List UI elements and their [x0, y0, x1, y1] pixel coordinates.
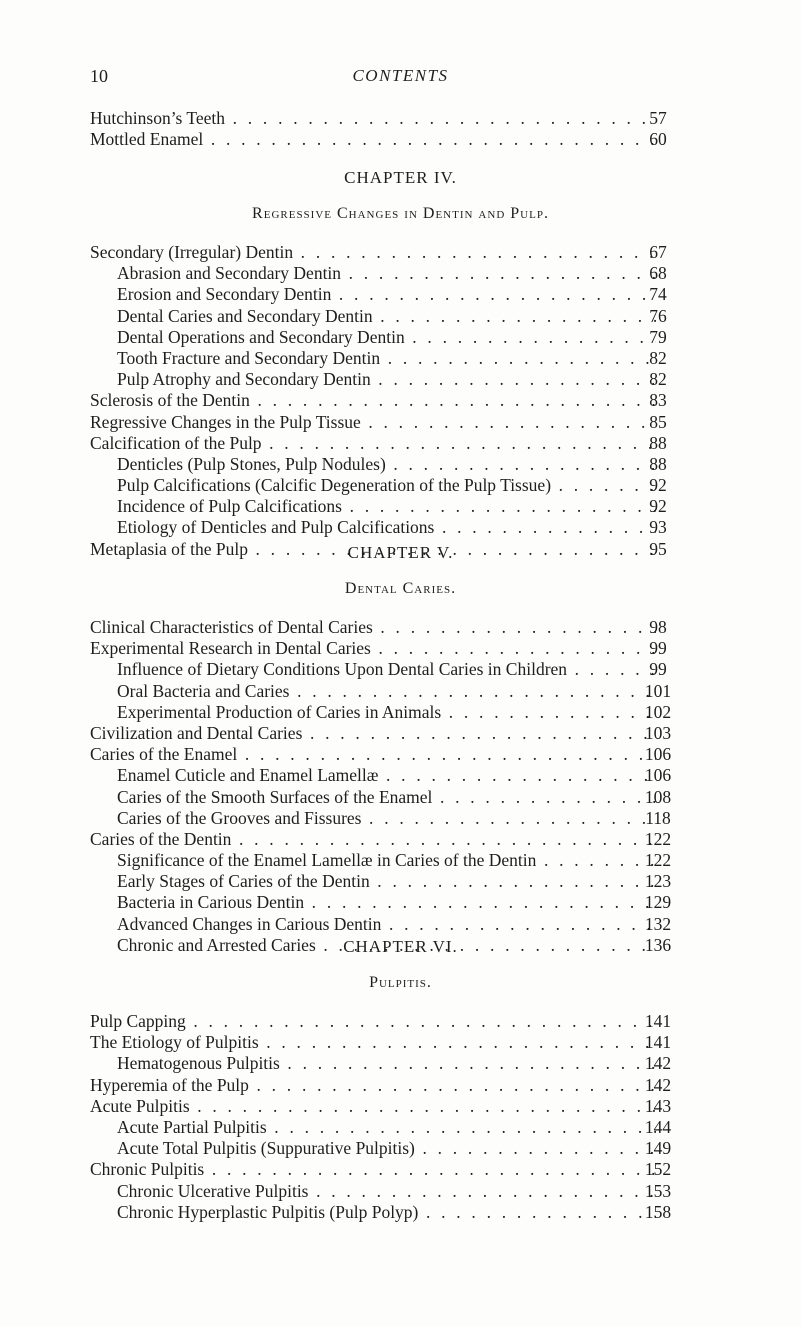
toc-entry-sclerosis-of-the-dentin	[0, 390, 801, 411]
toc-entry-title: Caries of the Smooth Surfaces of the Enamel . . .	[117, 787, 656, 808]
toc-entry-page: 149	[644, 1138, 672, 1159]
toc-entry-chronic-hyperplastic-pulpitis-pulp-polyp	[0, 1202, 801, 1223]
toc-entry-title: Metaplasia of the Pulp . . .	[90, 539, 656, 560]
toc-entry-page: 82	[649, 369, 667, 390]
toc-entry-page: 98	[649, 617, 667, 637]
toc-entry-acute-partial-pulpitis	[0, 1117, 801, 1138]
toc-entry-page: 93	[649, 517, 667, 538]
toc-entry-page: 153	[644, 1180, 672, 1201]
toc-entry-title: Chronic Hyperplastic Pulpitis (Pulp Polyp) . . .	[117, 1202, 656, 1223]
toc-entry-caries-of-the-grooves-and-fissures	[0, 808, 801, 829]
toc-entry-oral-bacteria-and-caries	[0, 681, 801, 702]
toc-entry-title: Experimental Research in Dental Caries . . .	[90, 638, 656, 659]
toc-entry-title: Bacteria in Carious Dentin . . .	[117, 892, 656, 913]
toc-entry-title: Erosion and Secondary Dentin . . .	[117, 284, 656, 305]
toc-entry-experimental-research-in-dental-caries	[0, 638, 801, 659]
toc-entry	[0, 108, 801, 129]
toc-entry-title: Sclerosis of the Dentin . . .	[90, 390, 656, 411]
chapter-heading: CHAPTER V.	[347, 543, 454, 562]
toc-entry-title: Influence of Dietary Conditions Upon Dental Caries in Children . . .	[117, 659, 656, 680]
toc-entry-page: 142	[644, 1074, 672, 1095]
toc-entry-page: 95	[649, 538, 667, 559]
chapter-heading: CHAPTER VI.	[343, 937, 458, 956]
toc-entry-page: 129	[644, 892, 672, 913]
toc-entry-pulp-capping	[0, 1011, 801, 1032]
toc-entry-page: 74	[649, 284, 667, 305]
toc-list	[0, 1011, 801, 1223]
toc-entry-page: 102	[644, 701, 672, 722]
toc-entry	[0, 129, 801, 150]
toc-entry-bacteria-in-carious-dentin	[0, 892, 801, 913]
toc-entry-calcification-of-the-pulp	[0, 433, 801, 454]
toc-entry-title: Abrasion and Secondary Dentin . . .	[117, 263, 656, 284]
toc-entry-title: Acute Total Pulpitis (Suppurative Pulpitis) . . .	[117, 1138, 656, 1159]
toc-entry-title: Mottled Enamel . . .	[90, 129, 656, 150]
toc-entry-page: 101	[644, 680, 672, 701]
toc-entry-tooth-fracture-and-secondary-dentin	[0, 348, 801, 369]
chapter-heading: CHAPTER IV.	[344, 168, 457, 187]
toc-entry-title: Acute Pulpitis . . .	[90, 1096, 656, 1117]
toc-entry-title: Pulp Capping . . .	[90, 1011, 656, 1032]
chapter-subtitle: Dental Caries.	[344, 580, 457, 597]
toc-entry-page: 99	[649, 638, 667, 659]
toc-entry-caries-of-the-dentin	[0, 829, 801, 850]
toc-entry-page: 88	[649, 453, 667, 474]
toc-entry-page: 99	[649, 659, 667, 680]
toc-entry-title: Civilization and Dental Caries . . .	[90, 723, 656, 744]
toc-entry-page: 79	[649, 326, 667, 347]
toc-entry-denticles-pulp-stones-pulp-nodules	[0, 454, 801, 475]
toc-entry-title: Caries of the Enamel . . .	[90, 744, 656, 765]
toc-entry-the-etiology-of-pulpitis	[0, 1032, 801, 1053]
toc-entry-page: 83	[649, 390, 667, 411]
toc-entry-title: Advanced Changes in Carious Dentin . . .	[117, 914, 656, 935]
toc-entry-title: Chronic Pulpitis . . .	[90, 1159, 656, 1180]
toc-entry-page: 92	[649, 496, 667, 517]
toc-entry-title: Dental Operations and Secondary Dentin . . .	[117, 327, 656, 348]
toc-entry-title: Incidence of Pulp Calcifications . . .	[117, 496, 656, 517]
toc-entry-page: 122	[644, 850, 672, 871]
toc-entry-significance-of-the-enamel-lamell-in-caries-of-the-dentin	[0, 850, 801, 871]
toc-entry-regressive-changes-in-the-pulp-tissue	[0, 412, 801, 433]
toc-entry-page: 108	[644, 786, 672, 807]
toc-entry-page: 82	[649, 347, 667, 368]
toc-entry-title: Caries of the Dentin . . .	[90, 829, 656, 850]
toc-entry-page: 144	[644, 1116, 672, 1137]
chapter-subtitle: Regressive Changes in Dentin and Pulp.	[252, 205, 549, 222]
toc-entry-title: Hyperemia of the Pulp . . .	[90, 1075, 656, 1096]
continued-entries	[0, 108, 801, 150]
toc-entry-title: The Etiology of Pulpitis . . .	[90, 1032, 656, 1053]
toc-entry-page: 67	[649, 242, 667, 262]
chapter-subtitle: Pulpitis.	[369, 974, 432, 991]
toc-entry-title: Clinical Characteristics of Dental Caries . . .	[90, 617, 656, 638]
chapter-v-section	[0, 538, 801, 956]
toc-entry-incidence-of-pulp-calcifications	[0, 496, 801, 517]
toc-entry-title: Calcification of the Pulp . . .	[90, 433, 656, 454]
toc-entry-title: Experimental Production of Caries in Animals . . .	[117, 702, 656, 723]
toc-entry-pulp-calcifications-calcific-degeneration-of-the-pulp-tissue	[0, 475, 801, 496]
toc-entry-page: 132	[644, 913, 672, 934]
toc-entry-hematogenous-pulpitis	[0, 1053, 801, 1074]
toc-entry-title: Denticles (Pulp Stones, Pulp Nodules) . . .	[117, 454, 656, 475]
toc-entry-page: 76	[649, 305, 667, 326]
toc-entry-page: 141	[644, 1011, 672, 1031]
toc-entry-title: Enamel Cuticle and Enamel Lamellæ . . .	[117, 765, 656, 786]
toc-entry-title: Pulp Calcifications (Calcific Degeneration of the Pulp Tissue) . . .	[117, 475, 656, 496]
toc-entry-page: 103	[644, 722, 672, 743]
toc-entry-page: 143	[644, 1095, 672, 1116]
toc-entry-chronic-ulcerative-pulpitis	[0, 1181, 801, 1202]
toc-entry-chronic-pulpitis	[0, 1159, 801, 1180]
toc-entry-page: 106	[644, 744, 672, 765]
toc-entry-erosion-and-secondary-dentin	[0, 284, 801, 305]
toc-entry-title: Hutchinson’s Teeth . . .	[90, 108, 656, 129]
toc-entry-title: Caries of the Grooves and Fissures . . .	[117, 808, 656, 829]
toc-entry-dental-operations-and-secondary-dentin	[0, 327, 801, 348]
toc-entry-page: 136	[644, 934, 672, 955]
toc-list	[0, 617, 801, 956]
toc-entry-caries-of-the-enamel	[0, 744, 801, 765]
toc-entry-abrasion-and-secondary-dentin	[0, 263, 801, 284]
toc-entry-page: 85	[649, 411, 667, 432]
toc-entry-title: Chronic Ulcerative Pulpitis . . .	[117, 1181, 656, 1202]
toc-entry-page: 106	[644, 765, 672, 786]
toc-list	[0, 242, 801, 560]
toc-entry-dental-caries-and-secondary-dentin	[0, 306, 801, 327]
toc-entry-title: Secondary (Irregular) Dentin . . .	[90, 242, 656, 263]
toc-entry-page: 60	[649, 129, 667, 150]
toc-entry-title: Acute Partial Pulpitis . . .	[117, 1117, 656, 1138]
toc-entry-title: Oral Bacteria and Caries . . .	[117, 681, 656, 702]
toc-entry-page: 152	[644, 1159, 672, 1180]
toc-entry-caries-of-the-smooth-surfaces-of-the-enamel	[0, 787, 801, 808]
toc-entry-title: Etiology of Denticles and Pulp Calcifications . . .	[117, 517, 656, 538]
toc-entry-title: Regressive Changes in the Pulp Tissue . . .	[90, 412, 656, 433]
chapter-vi-section	[0, 935, 801, 1223]
toc-entry-page: 141	[644, 1032, 672, 1053]
toc-entry-pulp-atrophy-and-secondary-dentin	[0, 369, 801, 390]
page-header	[0, 66, 801, 90]
toc-entry-acute-pulpitis	[0, 1096, 801, 1117]
toc-entry-etiology-of-denticles-and-pulp-calcifications	[0, 517, 801, 538]
toc-entry-title: Pulp Atrophy and Secondary Dentin . . .	[117, 369, 656, 390]
toc-entry-secondary-irregular-dentin	[0, 242, 801, 263]
toc-entry-title: Early Stages of Caries of the Dentin . . .	[117, 871, 656, 892]
toc-entry-title: Significance of the Enamel Lamellæ in Caries of the Dentin . . .	[117, 850, 656, 871]
toc-entry-page: 142	[644, 1053, 672, 1074]
running-title: CONTENTS	[352, 66, 449, 85]
toc-entry-civilization-and-dental-caries	[0, 723, 801, 744]
toc-entry-enamel-cuticle-and-enamel-lamell	[0, 765, 801, 786]
toc-entry-advanced-changes-in-carious-dentin	[0, 914, 801, 935]
toc-entry-page: 68	[649, 263, 667, 284]
toc-entry-title: Tooth Fracture and Secondary Dentin . . .	[117, 348, 656, 369]
toc-entry-early-stages-of-caries-of-the-dentin	[0, 871, 801, 892]
toc-entry-page: 122	[644, 828, 672, 849]
toc-entry-influence-of-dietary-conditions-upon-dental-caries-in-children	[0, 659, 801, 680]
toc-entry-hyperemia-of-the-pulp	[0, 1075, 801, 1096]
toc-entry-title: Dental Caries and Secondary Dentin . . .	[117, 306, 656, 327]
toc-entry-page: 57	[649, 108, 667, 128]
toc-entry-acute-total-pulpitis-suppurative-pulpitis	[0, 1138, 801, 1159]
toc-entry-page: 123	[644, 871, 672, 892]
toc-entry-page: 92	[649, 475, 667, 496]
toc-entry-clinical-characteristics-of-dental-caries	[0, 617, 801, 638]
chapter-iv-section	[0, 166, 801, 560]
toc-entry-title: Hematogenous Pulpitis . . .	[117, 1053, 656, 1074]
toc-entry-experimental-production-of-caries-in-animals	[0, 702, 801, 723]
toc-entry-title: Chronic and Arrested Caries . . .	[117, 935, 656, 956]
toc-entry-page: 158	[644, 1201, 672, 1222]
toc-entry-page: 118	[645, 807, 671, 828]
toc-entry-page: 88	[649, 432, 667, 453]
page-number: 10	[90, 66, 108, 86]
